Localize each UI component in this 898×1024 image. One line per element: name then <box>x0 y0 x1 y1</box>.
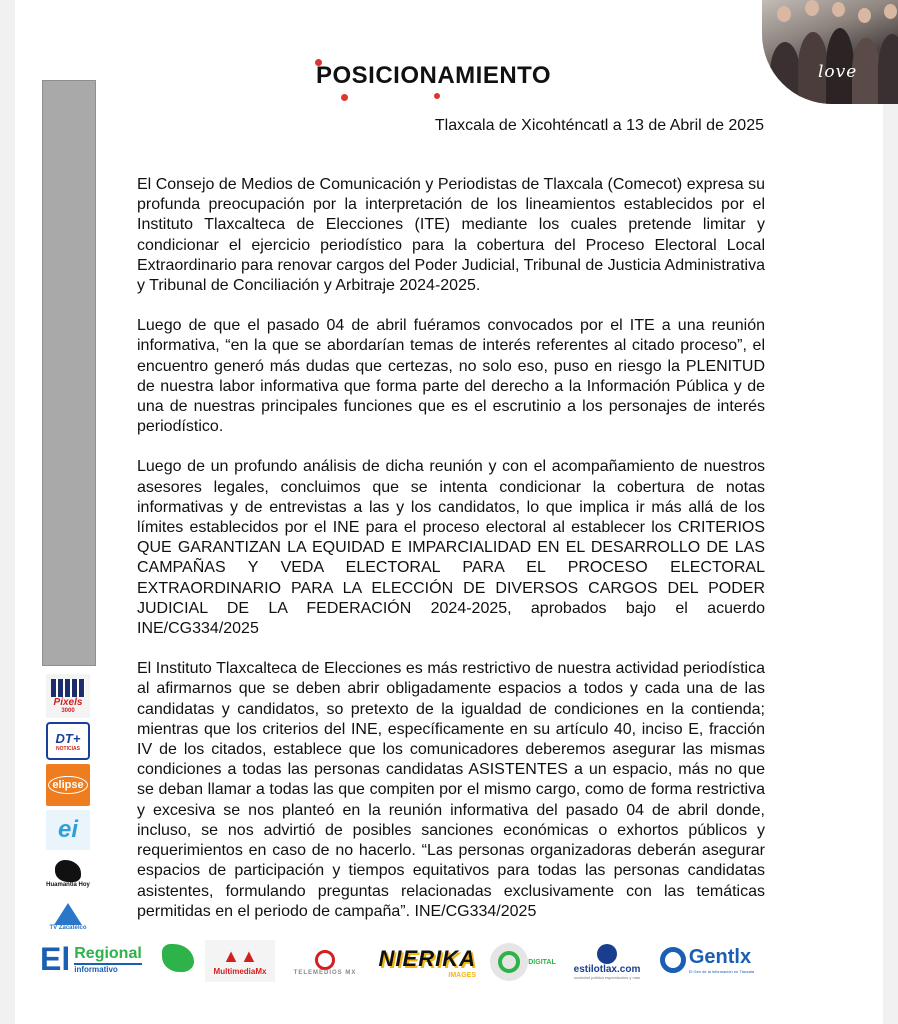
paragraph: Luego de un profundo análisis de dicha reunión y con el acompañamiento de nuestros asesores legales, concluimos que se intenta condicionar la cobertura de notas informativas y de entrevistas a las y los candidatos, lo que implica ir más allá de los límites establecidos por el INE para el proceso electoral al establecer los CRITERIOS QUE GARANTIZAN LA EQUIDAD E IMPARCIALIDAD EN EL DESARROLLO DE LAS CAMPAÑAS Y VEDA ELECTORAL PARA EL PROCESO ELECTORAL EXTRAORDINARIO PARA LA ELECCIÓN DE DIVERSOS CARGOS DEL PODER JUDICIAL DE LA FEDERACIÓN 2024-2025, aprobados bajo el acuerdo INE/CG334/2025 <box>137 458 765 638</box>
place-date: Tlaxcala de Xicohténcatl a 13 de Abril de 2025 <box>434 117 764 134</box>
sidebar-gray-bar <box>42 80 96 666</box>
tv-zacatelco-logo: TV Zacatelco <box>44 896 92 938</box>
title-dot-bottom <box>341 94 348 101</box>
title-dot-small <box>434 93 440 99</box>
dt-noticias-logo: DT+ NOTICIAS <box>46 722 90 760</box>
estilotlax-logo: estilotlax.com sociedad política espectáculos y más <box>568 940 646 984</box>
ei-logo: ei <box>46 810 90 850</box>
family-photo <box>762 0 898 104</box>
paragraph: El Consejo de Medios de Comunicación y Periodistas de Tlaxcala (Comecot) expresa su profunda preocupación por la interpretación de los lineamientos establecidos por el Instituto Tlaxcalteca de Elecciones (ITE) mediante los cuales pretende limitar y condicionar el ejercicio periodístico para la cobertura del Proceso Electoral Local Extraordinario para renovar cargos del Poder Judicial, Tribunal de Justicia Administrativa y Tribunal de Conciliación y Arbitraje 2024-2025. <box>137 176 765 295</box>
huamantla-hoy-logo: Huamantla Hoy <box>44 854 92 894</box>
digital-logo: DIGITAL <box>486 940 560 984</box>
pixels-logo: Pixels 3000 <box>46 674 90 718</box>
page-title: POSICIONAMIENTO <box>316 62 552 89</box>
paragraph: El Instituto Tlaxcalteca de Elecciones es más restrictivo de nuestra actividad periodística al afirmarnos que se deben abrir obligadamente espacios a todos y cada una de las candidatas y candidatos, so pretexto de la igualdad de condiciones en la contienda; mientras que los criterios del INE, específicamente en su artículo 40, inciso E, fracción IV de los citados, establece que los comunicadores deberemos asegurar las mismas condiciones a todas las personas candidatas ASISTENTES a un espacio, más no que se deban llamar a todas las que compiten por el mismo cargo, como de forma restrictiva y excesiva se nos planteó en la reunión informativa del pasado 04 de abril donde, incluso, se nos advirtió de posibles sanciones económicas o exhortos públicos y requerimientos en caso de no hacerlo. “Las personas organizadoras deberán asegurar espacios de participación y tiempos equitativos para todas las personas candidatas asistentes, formulando preguntas relacionadas exclusivamente con las temáticas permitidas en el periodo de campaña”. INE/CG334/2025 <box>137 660 765 920</box>
photo-caption: love <box>818 62 858 82</box>
telemedios-mx-logo: TELEMEDIOS MX <box>290 944 360 982</box>
gentlx-logo: Gentlx El Gen de la información en Tlaxcala <box>652 940 762 980</box>
nierika-logo: NIERIKA IMAGES <box>378 945 476 979</box>
paragraph: Luego de que el pasado 04 de abril fuéramos convocados por el ITE a una reunión informativa, “en la que se abordarían temas de interés referentes al citado proceso”, el encuentro generó más dudas que certezas, no solo eso, puso en riesgo la PLENITUD de nuestra labor informativa que forma parte del derecho a la Información Pública y de una de nuestras principales funciones que es el escrutinio a los personajes de interés periodístico. <box>137 317 765 436</box>
document-body <box>137 175 765 942</box>
multimediamx-logo: ▲▲ MultimediaMx <box>205 940 275 982</box>
el-regional-logo: El Regional informativo <box>40 938 198 980</box>
elipse-logo: elipse <box>46 764 90 806</box>
